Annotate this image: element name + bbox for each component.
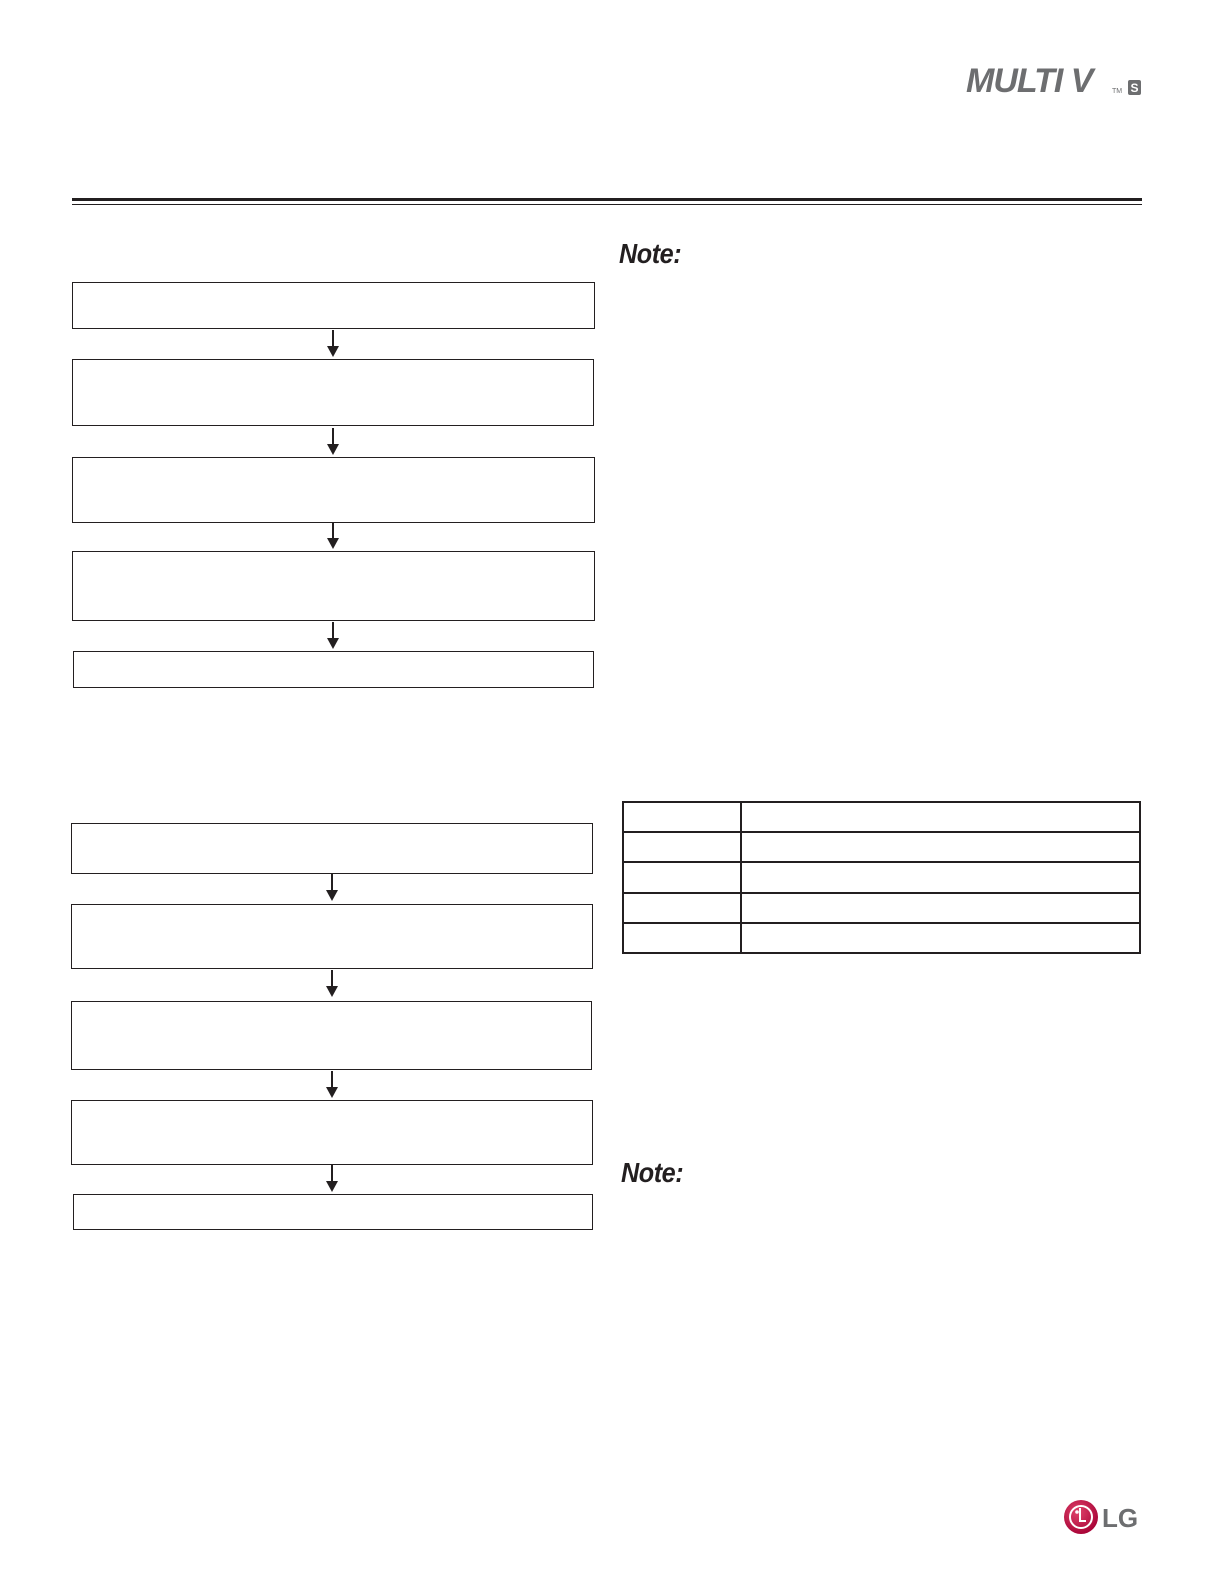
flow-top-step-3 [72,457,595,523]
flow-arrow-down-icon [327,522,339,550]
lg-wordmark: LG [1102,1503,1139,1533]
table-cell [741,893,1140,923]
table-row [623,832,1140,862]
flow-arrow-down-icon [327,330,339,358]
note-heading-top: Note: [619,238,682,269]
brand-wordmark: MULTI V [966,62,1093,100]
table-row [623,862,1140,892]
flow-arrow-down-icon [327,622,339,650]
table-cell [623,862,741,892]
lg-logo [1062,1497,1144,1537]
flow-top-step-1 [72,282,595,329]
flow-bottom-step-5 [73,1194,593,1230]
brand-tm-mark: TM [1112,88,1123,95]
flow-top-step-2 [72,359,594,426]
table-cell [741,923,1140,953]
multi-v-s-logo [962,56,1146,104]
header-rule-thin [72,204,1142,205]
table-cell [623,893,741,923]
note-heading-bottom: Note: [621,1157,684,1188]
flow-arrow-down-icon [326,1165,338,1193]
table-cell [741,832,1140,862]
table-row [623,893,1140,923]
table-cell [741,802,1140,832]
flow-bottom-step-1 [71,823,593,874]
flow-bottom-step-3 [71,1001,592,1070]
table-cell [741,862,1140,892]
table-cell [623,923,741,953]
flow-top-step-5 [73,651,594,688]
flow-bottom-step-4 [71,1100,593,1165]
flow-top-step-4 [72,551,595,621]
brand-series-badge: S [1130,81,1139,95]
flow-arrow-down-icon [326,874,338,902]
flow-bottom-step-2 [71,904,593,969]
flow-arrow-down-icon [326,970,338,998]
table-row [623,923,1140,953]
flow-arrow-down-icon [327,428,339,456]
flow-arrow-down-icon [326,1071,338,1099]
table-cell [623,802,741,832]
spec-table [622,801,1141,954]
header-rule-thick [72,198,1142,201]
table-cell [623,832,741,862]
table-row [623,802,1140,832]
